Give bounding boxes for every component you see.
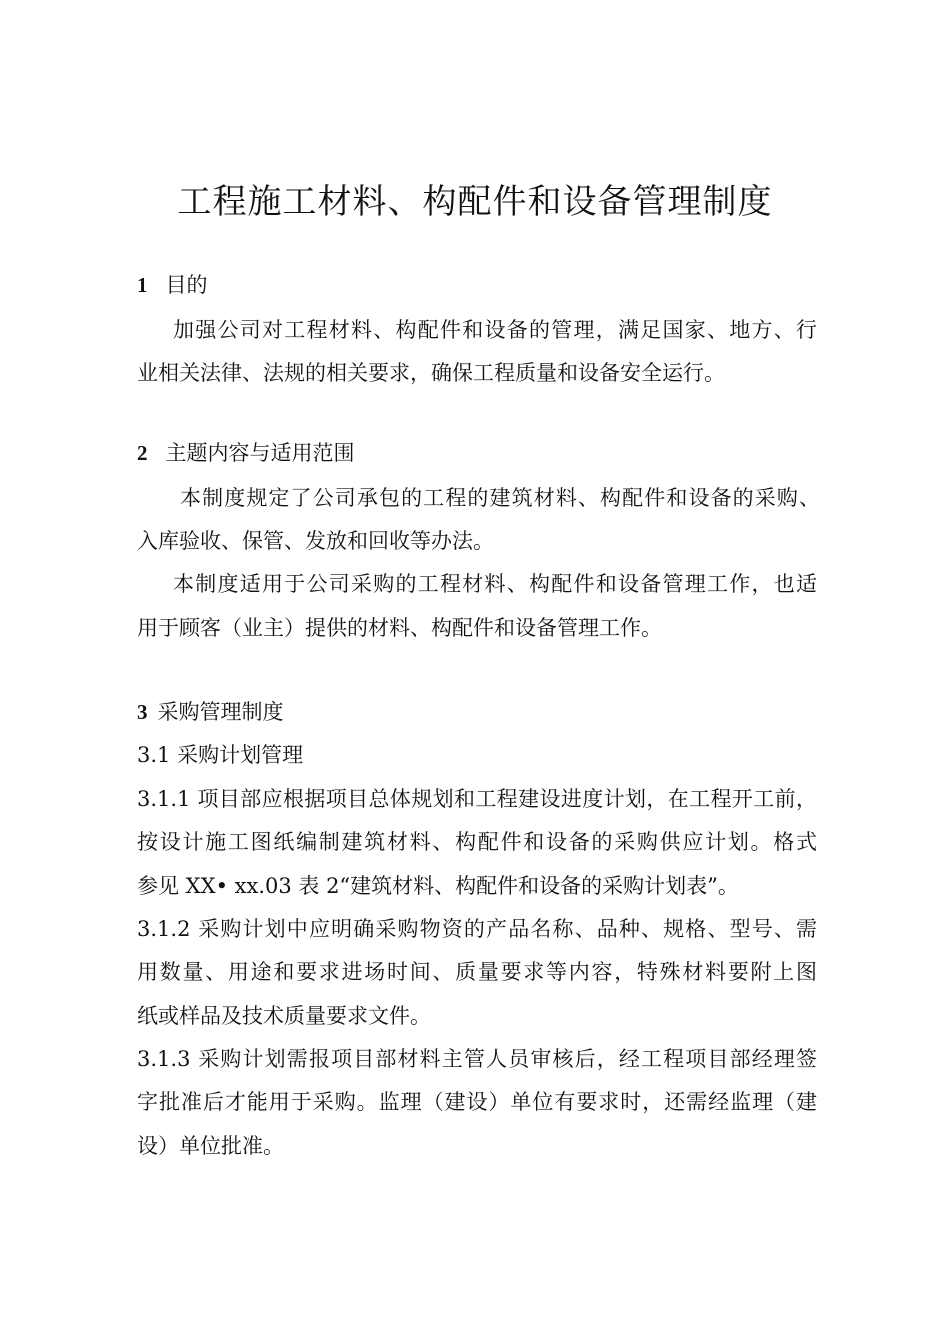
subsection-3-1-heading: 3.1 采购计划管理 xyxy=(137,743,304,767)
section-1-para-line: 业相关法律、法规的相关要求，确保工程质量和设备安全运行。 xyxy=(137,361,725,385)
section-2-para-line: 入库验收、保管、发放和回收等办法。 xyxy=(137,529,494,553)
document-title: 工程施工材料、构配件和设备管理制度 xyxy=(177,182,773,222)
clause-3-1-2-line: 3.1.2 采购计划中应明确采购物资的产品名称、品种、规格、型号、需 xyxy=(137,917,817,941)
section-2-para-line: 本制度适用于公司采购的工程材料、构配件和设备管理工作，也适 xyxy=(173,572,817,596)
section-3-heading xyxy=(137,697,827,727)
clause-3-1-1-line: 参见 XX• xx.03 表 2“建筑材料、构配件和设备的采购计划表”。 xyxy=(137,874,739,898)
section-2-para-line: 用于顾客（业主）提供的材料、构配件和设备管理工作。 xyxy=(137,616,662,640)
clause-3-1-3-line: 字批准后才能用于采购。监理（建设）单位有要求时，还需经监理（建 xyxy=(137,1090,817,1114)
section-1-number: 1 xyxy=(137,273,148,297)
section-2-number: 2 xyxy=(137,441,148,465)
section-2-title: 主题内容与适用范围 xyxy=(165,441,355,465)
section-2-para-line: 本制度规定了公司承包的工程的建筑材料、构配件和设备的采购、 xyxy=(180,486,820,510)
clause-3-1-2-line: 纸或样品及技术质量要求文件。 xyxy=(137,1004,431,1028)
clause-3-1-1-line: 3.1.1 项目部应根据项目总体规划和工程建设进度计划，在工程开工前， xyxy=(137,787,817,811)
clause-3-1-3-line: 3.1.3 采购计划需报项目部材料主管人员审核后，经工程项目部经理签 xyxy=(137,1047,817,1071)
clause-3-1-3-line: 设）单位批准。 xyxy=(137,1134,284,1158)
section-3-title: 采购管理制度 xyxy=(157,700,284,724)
clause-3-1-1-line: 按设计施工图纸编制建筑材料、构配件和设备的采购供应计划。格式 xyxy=(137,830,817,854)
clause-3-1-2-line: 用数量、用途和要求进场时间、质量要求等内容，特殊材料要附上图 xyxy=(137,960,817,984)
section-1-para-line: 加强公司对工程材料、构配件和设备的管理，满足国家、地方、行 xyxy=(173,318,817,342)
section-1-title: 目的 xyxy=(165,273,208,297)
section-2-heading xyxy=(137,438,827,468)
section-1-heading xyxy=(137,270,827,300)
section-3-number: 3 xyxy=(137,700,148,724)
